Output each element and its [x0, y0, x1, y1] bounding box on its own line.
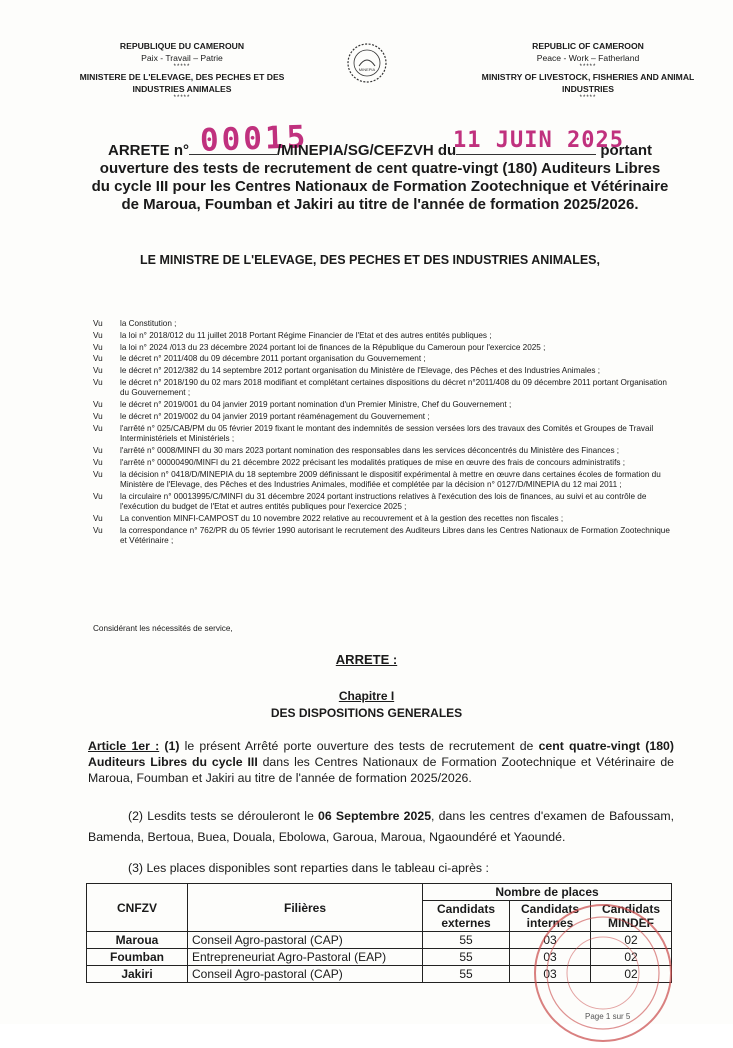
minister-heading: LE MINISTRE DE L'ELEVAGE, DES PECHES ET DES INDUSTRIES ANIMALES, — [140, 253, 600, 267]
title-portant: portant — [600, 142, 653, 159]
vu-label: Vu — [93, 491, 103, 501]
ministry-emblem-icon — [344, 40, 390, 86]
legal-basis-item — [93, 343, 673, 353]
article-1-paragraph-3: (3) Les places disponibles sont reparties dans le tableau ci-après : — [128, 861, 489, 875]
legal-basis-item — [93, 526, 673, 547]
article-1-p1-text-b: dans les Centres Nationaux de Formation Zootechnique et Vétérinaire de Maroua, Foumban et Jakiri au titre de l'année de formation 2025/2026. — [88, 755, 674, 785]
cell-internes: 03 — [510, 966, 591, 983]
cell-mindef: 02 — [591, 949, 672, 966]
title-arrete-label: ARRETE n° — [107, 142, 189, 159]
article-1-paragraph-2 — [88, 806, 674, 848]
vu-label: Vu — [93, 330, 103, 340]
cell-mindef: 02 — [591, 966, 672, 983]
chapter-title: DES DISPOSITIONS GENERALES — [270, 706, 463, 720]
cell-filiere: Conseil Agro-pastoral (CAP) — [188, 966, 423, 983]
cell-center: Foumban — [87, 949, 188, 966]
vu-text: le décret n° 2012/382 du 14 septembre 2012 portant organisation du Ministère de l'Elevage, des Pêches et des Industries Animales ; — [120, 366, 601, 376]
official-seal-icon — [528, 898, 678, 1048]
legal-basis-item — [93, 400, 673, 410]
chapter-heading: Chapitre I — [338, 689, 395, 703]
vu-text: la circulaire n° 00013995/C/MINFI du 31 décembre 2024 portant instructions relatives à l'exécution des lois de finances, au suivi et au contrôle de l'exécution du budget de l'Etat et autres entités publiques pour l'exercice 2025 ; — [120, 491, 647, 512]
decree-title — [90, 142, 670, 214]
legal-basis-item — [93, 514, 673, 524]
page-footer: Page 1 sur 5 — [585, 1012, 631, 1021]
vu-label: Vu — [93, 400, 103, 410]
article-1-p1-num: (1) — [164, 739, 180, 753]
legal-basis-item — [93, 470, 673, 491]
vu-label: Vu — [93, 513, 103, 523]
vu-text: le décret n° 2011/408 du 09 décembre 2011 portant organisation du Gouvernement ; — [120, 354, 426, 364]
cell-filiere: Conseil Agro-pastoral (CAP) — [188, 932, 423, 949]
vu-text: la Constitution ; — [120, 319, 177, 328]
legal-basis-item — [93, 458, 673, 468]
vu-label: Vu — [93, 366, 103, 376]
cell-externes: 55 — [423, 949, 510, 966]
vu-label: Vu — [93, 445, 103, 455]
vu-text: l'arrêté n° 025/CAB/PM du 05 février 2019 fixant le montant des indemnités de session versées lors des travaux des Comités et Groupes de Travail Interministériels et Ministériels ; — [120, 423, 654, 444]
article-1-paragraph-1 — [88, 738, 674, 786]
header-left-ministry: MINISTERE DE L'ELEVAGE, DES PECHES ET DES INDUSTRIES ANIMALES — [79, 72, 285, 94]
emblem-label: MINEPIA — [358, 67, 376, 72]
header-right-country: REPUBLIC OF CAMEROON — [532, 41, 644, 51]
cell-filiere: Entrepreneuriat Agro-Pastoral (EAP) — [188, 949, 423, 966]
article-1-p1-bold: cent quatre-vingt (180) Auditeurs Libres du cycle III — [88, 739, 674, 769]
cell-externes: 55 — [423, 966, 510, 983]
legal-basis-item — [93, 424, 673, 445]
cell-mindef: 02 — [591, 932, 672, 949]
article-1-p2-text-a: (2) Lesdits tests se dérouleront le — [128, 809, 314, 823]
vu-text: la correspondance n° 762/PR du 05 février 1990 autorisant le recrutement des Auditeurs Libres dans les Centres Nationaux de Formation Zootechnique et Vétérinaire ; — [120, 525, 670, 546]
vu-label: Vu — [93, 411, 103, 421]
header-right-stars-2: ***** — [579, 95, 597, 101]
header-left-stars-2: ***** — [173, 95, 191, 101]
cell-externes: 55 — [423, 932, 510, 949]
header-left-motto: Paix - Travail – Patrie — [141, 53, 223, 63]
legal-basis-list — [93, 319, 673, 548]
vu-text: la décision n° 0418/D/MINEPIA du 18 septembre 2009 définissant le dispositif expérimental à mettre en œuvre dans certaines écoles de formation du Ministère de l'Elevage, des Pêches et des Industries Animales, modifiée et complétée par la décision n° 0127/D/MINEPIA du 12 mai 2011 ; — [120, 469, 661, 489]
header-right-stars: ***** — [579, 64, 597, 70]
cell-center: Jakiri — [87, 966, 188, 983]
vu-label: Vu — [93, 319, 103, 328]
legal-basis-item — [93, 412, 673, 422]
legal-basis-item — [93, 331, 673, 341]
col-internes: Candidats internes — [510, 901, 591, 932]
arrete-heading: ARRETE : — [335, 652, 398, 667]
cell-internes: 03 — [510, 932, 591, 949]
legal-basis-item — [93, 366, 673, 376]
vu-text: le décret n° 2019/001 du 04 janvier 2019 portant nomination d'un Premier Ministre, Chef du Gouvernement ; — [120, 400, 512, 410]
considering-text: Considérant les nécessités de service, — [93, 624, 233, 633]
header-left-country: REPUBLIQUE DU CAMEROUN — [119, 41, 245, 51]
col-externes: Candidats externes — [423, 901, 510, 932]
vu-label: Vu — [93, 354, 103, 364]
vu-text: l'arrêté n° 00000490/MINFI du 21 décembre 2022 précisant les modalités pratiques de mise en œuvre des frais de concours administratifs ; — [120, 457, 625, 467]
vu-text: le décret n° 2018/190 du 02 mars 2018 modifiant et complétant certaines dispositions du décret n°2011/408 du 09 décembre 2011 portant Organisation du Gouvernement ; — [120, 377, 667, 398]
header-left-stars: ***** — [173, 64, 191, 70]
col-places: Nombre de places — [423, 884, 672, 901]
col-cnfzv: CNFZV — [87, 884, 188, 932]
cell-center: Maroua — [87, 932, 188, 949]
article-1-p1-text-a: le présent Arrêté porte ouverture des tests de recrutement de — [184, 739, 534, 753]
legal-basis-item — [93, 446, 673, 456]
vu-label: Vu — [93, 469, 103, 479]
decree-number-stamp: 00015 — [199, 119, 309, 159]
legal-basis-item — [93, 354, 673, 364]
vu-label: Vu — [93, 342, 103, 352]
col-mindef: Candidats MINDEF — [591, 901, 672, 932]
article-1-p2-text-b: , dans les centres d'examen de Bafoussam, Bamenda, Bertoua, Buea, Douala, Ebolowa, Garoua, Maroua, Ngaoundéré et Yaoundé. — [88, 809, 674, 844]
cell-internes: 03 — [510, 949, 591, 966]
legal-basis-item — [93, 378, 673, 399]
vu-text: le décret n° 2019/002 du 04 janvier 2019 portant réaménagement du Gouvernement ; — [120, 411, 430, 421]
title-body: ouverture des tests de recrutement de cent quatre-vingt (180) Auditeurs Libres du cycle III pour les Centres Nationaux de Formation Zootechnique et Vétérinaire de Maroua, Foumban et Jakiri au titre de l'année de formation 2025/2026. — [91, 160, 669, 213]
decree-date-stamp: 11 JUIN 2025 — [453, 128, 624, 153]
vu-text: la loi n° 2018/012 du 11 juillet 2018 Portant Régime Financier de l'Etat et des autres entités publiques ; — [120, 330, 492, 340]
title-line-1 — [90, 142, 670, 160]
header-right-ministry: MINISTRY OF LIVESTOCK, FISHERIES AND ANIMAL INDUSTRIES — [481, 72, 695, 94]
vu-text: La convention MINFI-CAMPOST du 10 novembre 2022 relative au recouvrement et à la gestion des recettes non fiscales ; — [120, 513, 564, 523]
vu-text: l'arrêté n° 0008/MINFI du 30 mars 2023 portant nomination des responsables dans les services déconcentrés du Ministère des Finances ; — [120, 445, 620, 455]
legal-basis-item — [93, 319, 673, 329]
vu-label: Vu — [93, 525, 103, 535]
vu-label: Vu — [93, 377, 103, 387]
header-left — [62, 40, 302, 102]
vu-label: Vu — [93, 423, 103, 433]
col-filieres: Filières — [188, 884, 423, 932]
vu-text: la loi n° 2024 /013 du 23 décembre 2024 portant loi de finances de la République du Cameroun pour l'exercice 2025 ; — [120, 342, 546, 352]
header-right — [468, 40, 708, 102]
legal-basis-item — [93, 492, 673, 513]
article-1-label: Article 1er : — [88, 739, 160, 753]
title-reference: /MINEPIA/SG/CEFZVH du — [276, 142, 457, 159]
article-1-p2-date: 06 Septembre 2025 — [318, 809, 432, 823]
header-right-motto: Peace - Work – Fatherland — [536, 53, 640, 63]
vu-label: Vu — [93, 457, 103, 467]
